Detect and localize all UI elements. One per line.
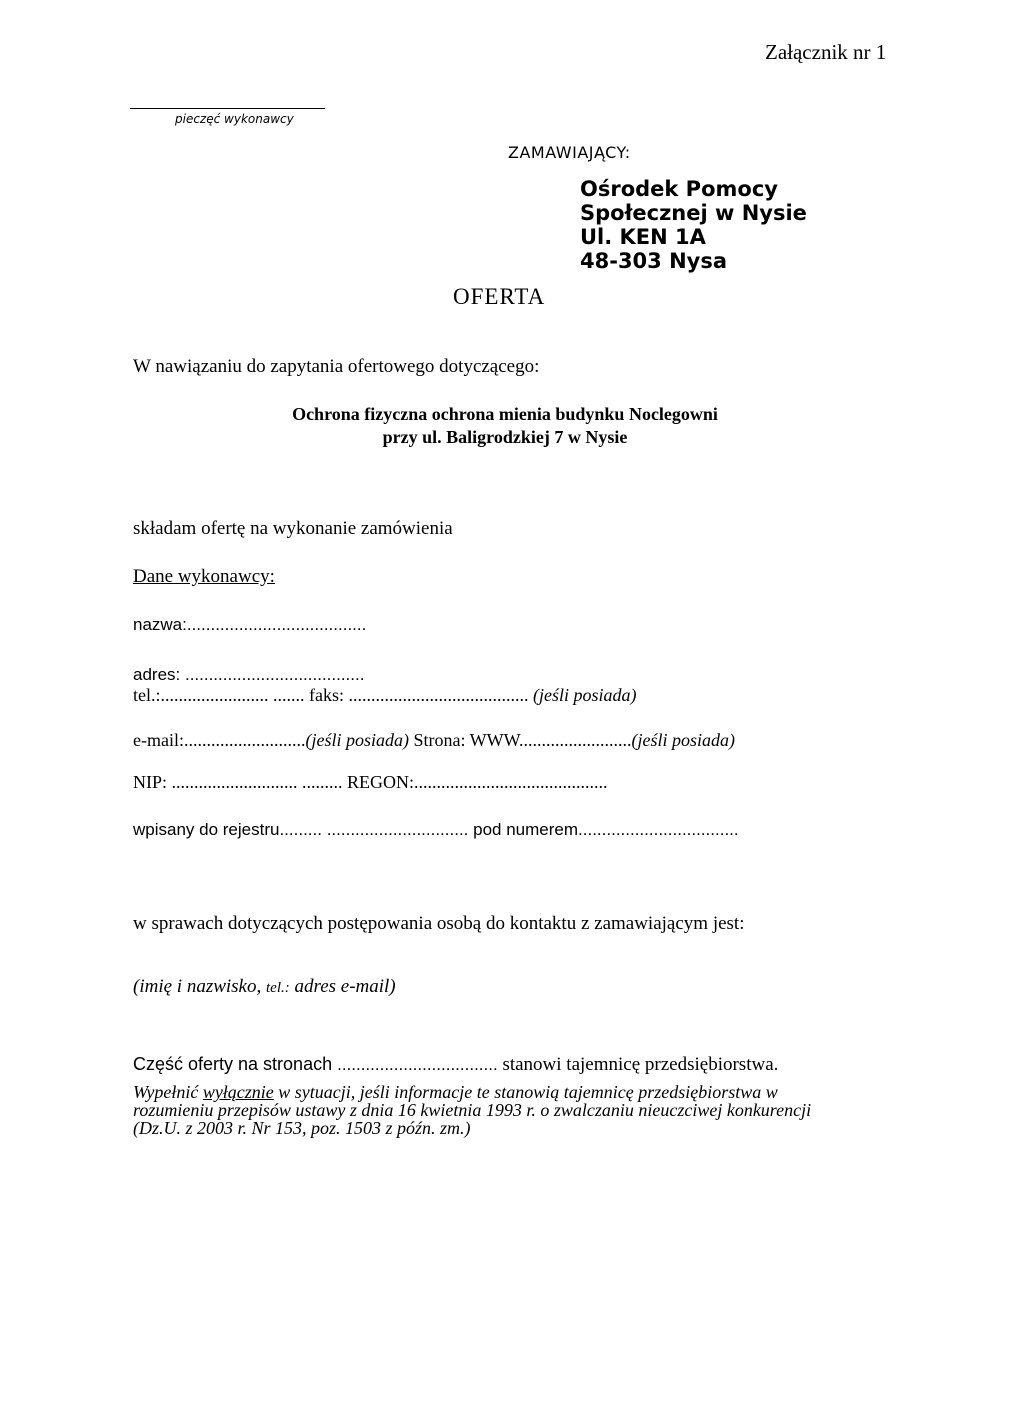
note-word-fill: Wypełnić: [133, 1082, 199, 1102]
field-website: Strona: WWW.........................: [413, 730, 632, 750]
submit-statement: składam ofertę na wykonanie zamówienia: [133, 518, 453, 539]
field-phone: tel.:........................: [133, 685, 269, 705]
buyer-name-line-2: Społecznej w Nysie: [580, 201, 807, 225]
buyer-label: ZAMAWIAJĄCY:: [508, 143, 631, 162]
buyer-street: Ul. KEN 1A: [580, 225, 706, 249]
field-email: e-mail:...........................: [133, 730, 306, 750]
document-title: OFERTA: [453, 284, 546, 309]
order-subject-line-1: Ochrona fizyczna ochrona mienia budynku Noclegowni: [292, 404, 718, 424]
annex-number: Załącznik nr 1: [765, 40, 887, 64]
row-email-www: [133, 730, 735, 751]
contact-format-hint: [133, 976, 396, 998]
note-line-2: rozumieniu przepisów ustawy z dnia 16 kwietnia 1993 r. o zwalczaniu nieuczciwej konkurencji: [133, 1100, 812, 1120]
row-registry: [133, 820, 739, 840]
note-line-3: (Dz.U. z 2003 r. Nr 153, poz. 1503 z późn. zm.): [133, 1118, 471, 1138]
field-nip-cont: .........: [302, 772, 343, 792]
trade-secret-statement: [133, 1054, 778, 1076]
note-line-1: [133, 1083, 898, 1101]
trade-secret-part-1: Część oferty na stronach: [133, 1054, 338, 1074]
field-registry: wpisany do rejestru.........: [133, 820, 322, 839]
email-optional-note: (jeśli posiada): [305, 730, 409, 750]
field-registry-number: pod numerem..................................: [473, 820, 739, 839]
intro-text: W nawiązaniu do zapytania ofertowego dotyczącego:: [133, 356, 540, 377]
field-phone-cont: .......: [273, 685, 305, 705]
contractor-heading: Dane wykonawcy:: [133, 566, 275, 587]
row-phone-fax: [133, 685, 637, 706]
order-subject-line-2: przy ul. Baligrodzkiej 7 w Nysie: [382, 427, 628, 447]
field-name: nazwa:......................................: [133, 615, 367, 634]
contact-format-part-2: tel.:: [266, 980, 290, 996]
buyer-address-block: [580, 177, 807, 273]
trade-secret-note: [133, 1083, 898, 1137]
buyer-city: 48-303 Nysa: [580, 249, 728, 273]
stamp-label: pieczęć wykonawcy: [175, 112, 294, 126]
contact-person-text: w sprawach dotyczących postępowania osobą do kontaktu z zamawiającym jest:: [133, 913, 745, 934]
field-address: adres: ......................................: [133, 665, 365, 684]
order-subject: [270, 403, 740, 449]
field-registry-cont: ..............................: [326, 820, 469, 839]
buyer-name-line-1: Ośrodek Pomocy: [580, 177, 778, 201]
contact-format-part-3: adres e-mail): [289, 976, 396, 997]
field-nip: NIP: ............................: [133, 772, 298, 792]
website-optional-note: (jeśli posiada): [631, 730, 735, 750]
note-word-only: wyłącznie: [202, 1082, 274, 1102]
trade-secret-dots: ..................................: [337, 1055, 498, 1074]
note-line-1-rest: w sytuacji, jeśli informacje te stanowią tajemnicę przedsiębiorstwa w: [278, 1082, 778, 1102]
stamp-signature-line: [130, 108, 325, 109]
field-fax: faks: ........................................: [309, 685, 529, 705]
row-nip-regon: [133, 772, 608, 793]
fax-optional-note: (jeśli posiada): [533, 685, 637, 705]
contact-format-part-1: (imię i nazwisko,: [133, 976, 266, 997]
trade-secret-part-2: stanowi tajemnicę przedsiębiorstwa.: [502, 1054, 779, 1075]
field-regon: REGON:...........................................: [347, 772, 608, 792]
